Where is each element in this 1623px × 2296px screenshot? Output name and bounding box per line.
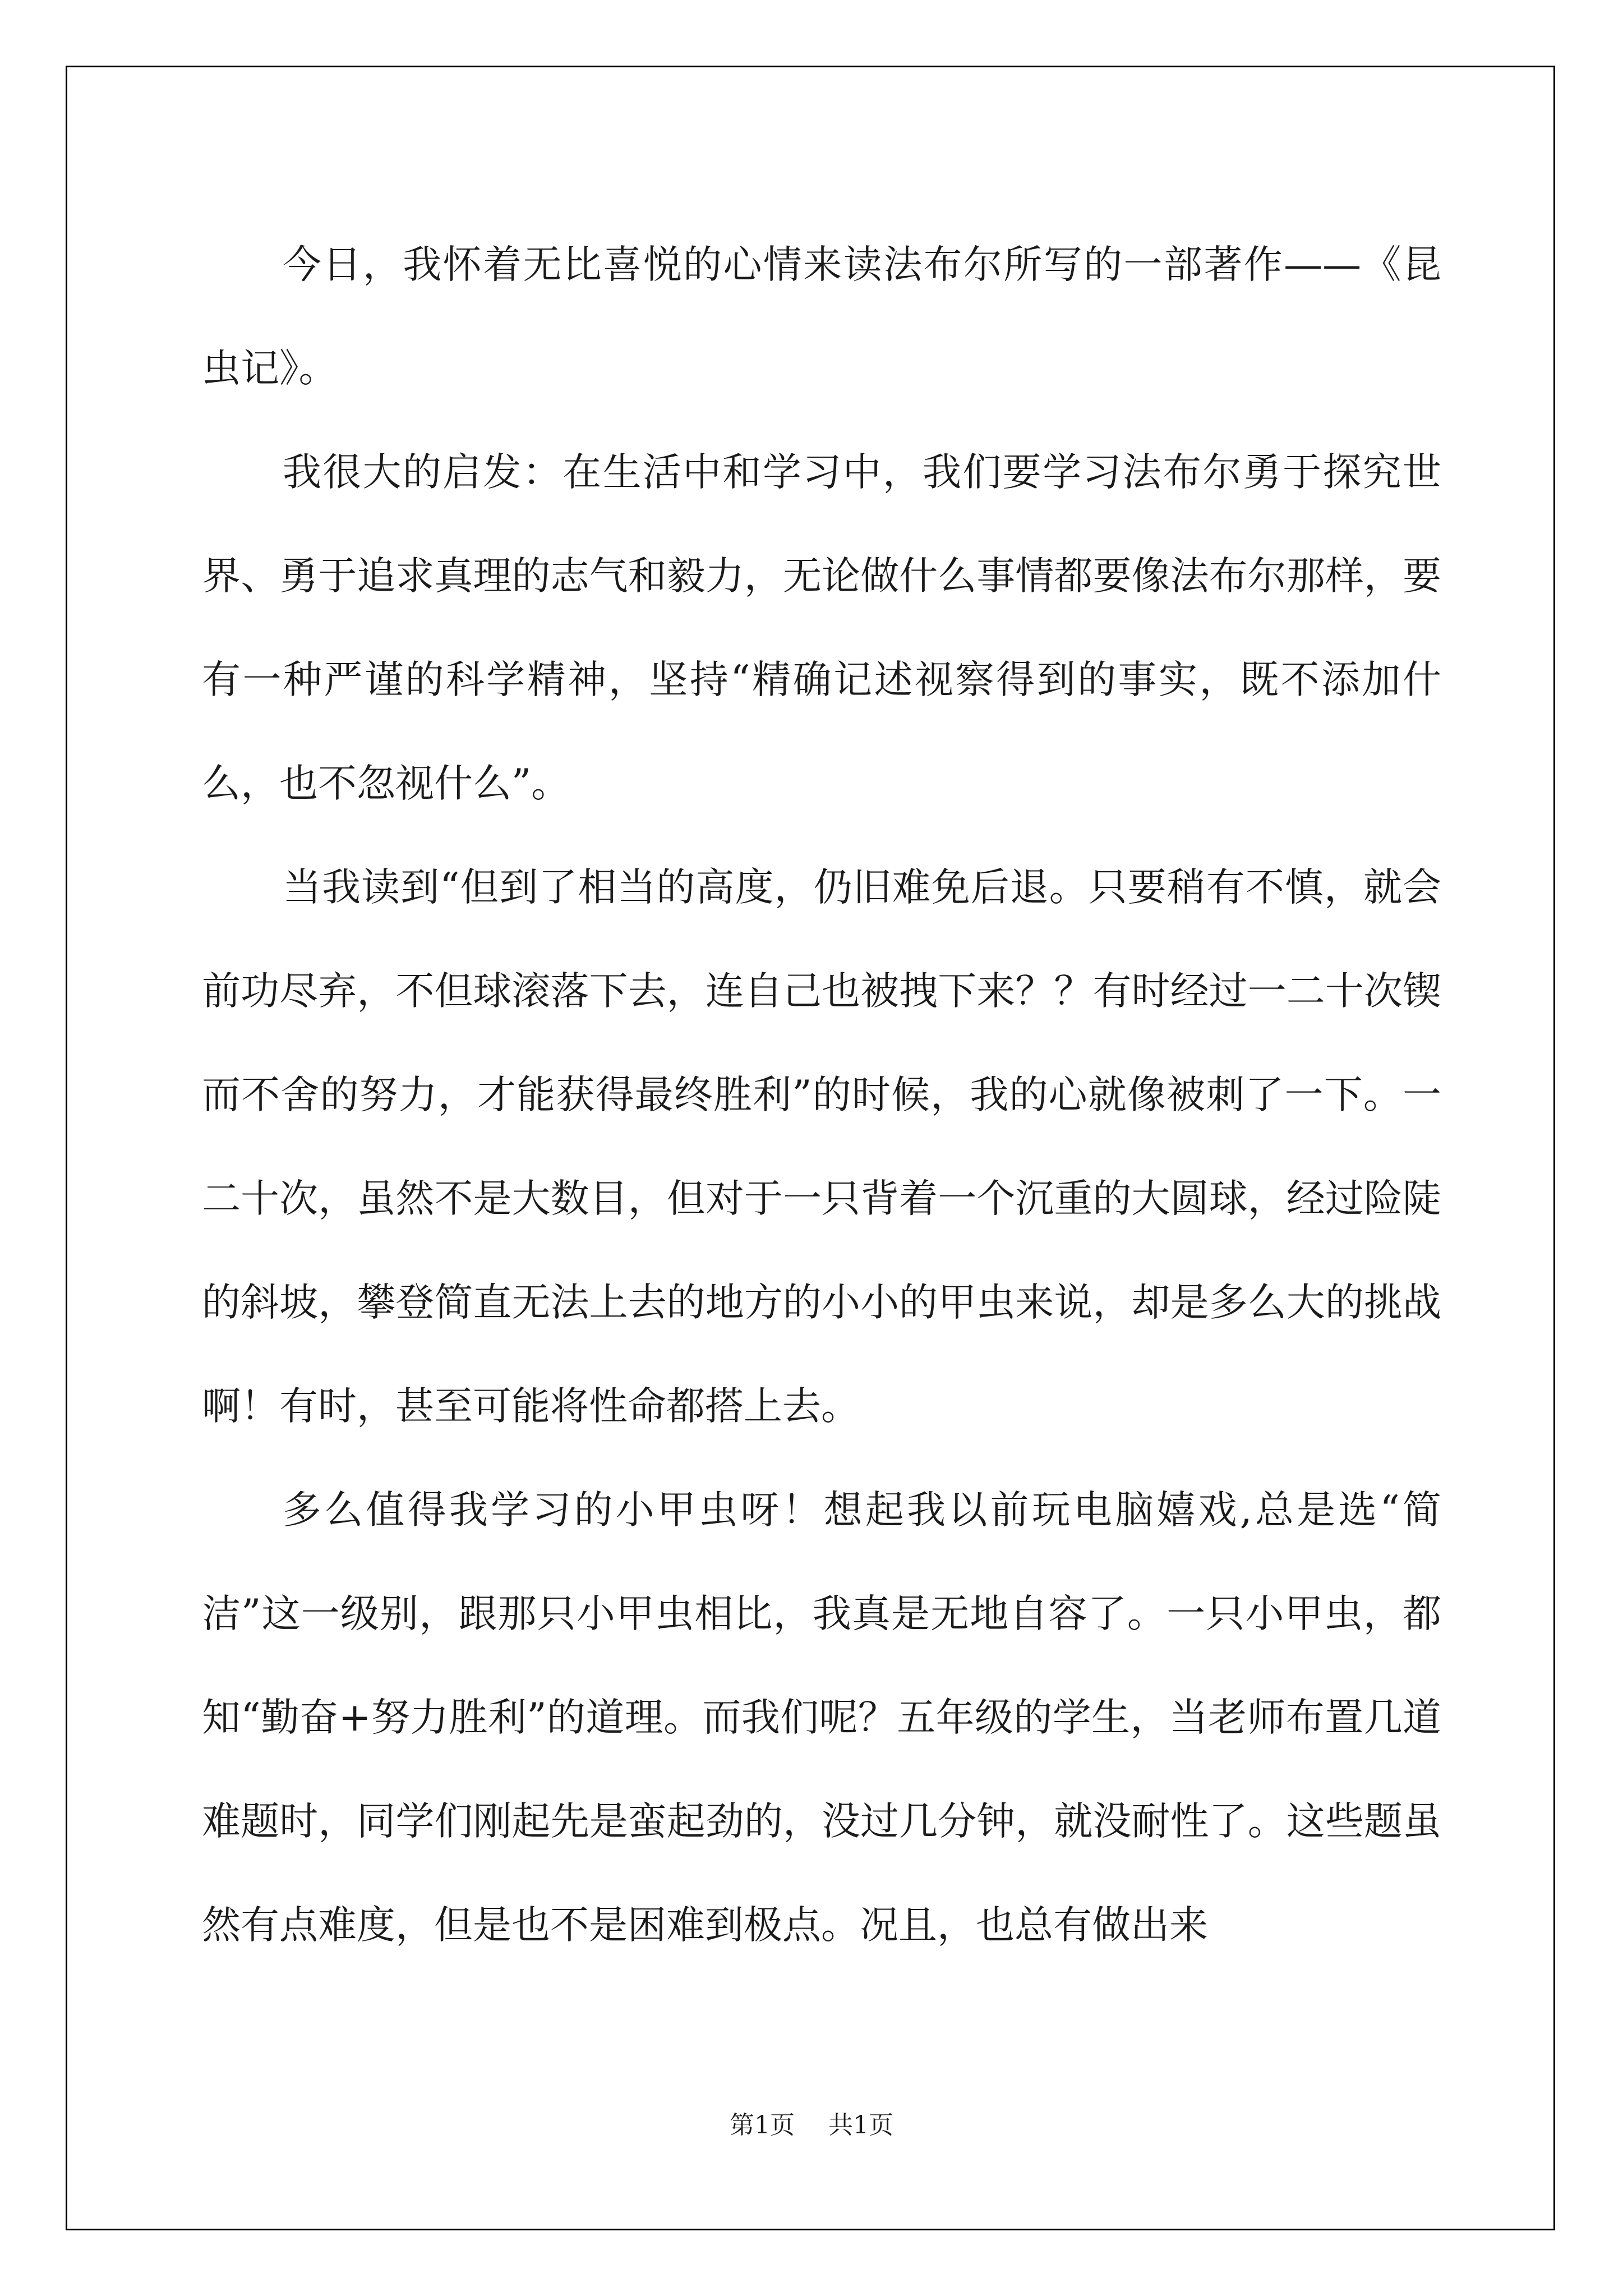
paragraph-1: 今日，我怀着无比喜悦的心情来读法布尔所写的一部著作——《昆虫记》。 (202, 242, 1441, 391)
page-number: 第1页 (730, 2111, 795, 2139)
paragraph-4: 多么值得我学习的小甲虫呀！想起我以前玩电脑嬉戏,总是选“简洁”这一级别，跟那只小甲虫相比，我真是无地自容了。一只小甲虫，都知“勤奋+努力胜利”的道理。而我们呢？五年级的学生，当老师布置几道难题时，同学们刚起先是蛮起劲的，没过几分钟，就没耐性了。这些题虽然有点难度，但是也不是困难到极点。况且，也总有做出来 (202, 1488, 1441, 1948)
paragraph-2: 我很大的启发：在生活中和学习中，我们要学习法布尔勇于探究世界、勇于追求真理的志气和毅力，无论做什么事情都要像法布尔那样，要有一种严谨的科学精神，坚持“精确记述视察得到的事实，既不添加什么，也不忽视什么”。 (202, 450, 1441, 806)
document-body (202, 213, 1441, 1977)
page-footer (0, 2105, 1623, 2141)
page-total: 共1页 (828, 2111, 893, 2139)
paragraph-3: 当我读到“但到了相当的高度，仍旧难免后退。只要稍有不慎，就会前功尽弃，不但球滚落下去，连自己也被拽下来？？有时经过一二十次锲而不舍的努力，才能获得最终胜利”的时候，我的心就像被刺了一下。一二十次，虽然不是大数目，但对于一只背着一个沉重的大圆球，经过险陡的斜坡，攀登简直无法上去的地方的小小的甲虫来说，却是多么大的挑战啊！有时，甚至可能将性命都搭上去。 (202, 865, 1441, 1429)
